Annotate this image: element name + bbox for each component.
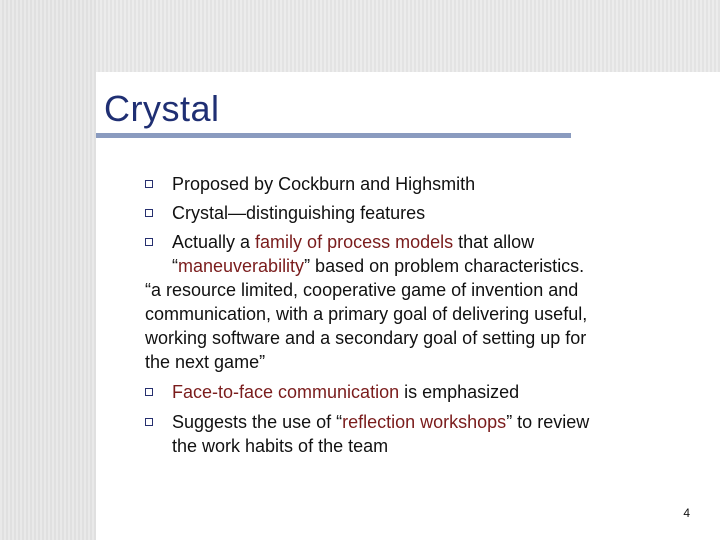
text-run: “ [172, 256, 178, 276]
highlighted-text: maneuverability [178, 256, 305, 276]
slide-content [145, 172, 665, 458]
bullet-text: Proposed by Cockburn and Highsmith [172, 174, 476, 194]
bullet-continuation [172, 254, 665, 278]
text-run: ” to review [506, 412, 590, 432]
top-decorative-band [96, 0, 720, 72]
hollow-square-bullet-icon [145, 418, 153, 426]
text-run: that allow [453, 232, 535, 252]
bullet-text: Crystal—distinguishing features [172, 203, 426, 223]
slide-title: Crystal [104, 88, 220, 129]
bullet-text [172, 382, 519, 402]
quote-line: “a resource limited, cooperative game of invention and [145, 280, 579, 300]
page-number: 4 [683, 506, 690, 520]
bullet-text [172, 412, 589, 432]
quote-line: communication, with a primary goal of delivering useful, [145, 304, 588, 324]
hollow-square-bullet-icon [145, 388, 153, 396]
bullet-item [145, 201, 665, 225]
bullet-item [145, 172, 665, 196]
bullet-continuation: the work habits of the team [172, 436, 389, 456]
text-run: Actually a [172, 232, 256, 252]
hollow-square-bullet-icon [145, 238, 153, 246]
highlighted-text: family of process models [255, 232, 454, 252]
highlighted-text: Face-to-face communication [172, 382, 400, 402]
text-run: Suggests the use of “ [172, 412, 343, 432]
hollow-square-bullet-icon [145, 209, 153, 217]
bullet-text [172, 232, 534, 252]
text-run: ” based on problem characteristics. [304, 256, 585, 276]
left-decorative-band [0, 0, 96, 540]
bullet-item [145, 380, 665, 404]
bullet-item [145, 230, 665, 278]
quote-block [145, 278, 685, 374]
text-run: is emphasized [399, 382, 520, 402]
quote-line: working software and a secondary goal of setting up for [145, 328, 587, 348]
quote-line: the next game” [145, 352, 266, 372]
title-underline-rule [96, 133, 571, 138]
highlighted-text: reflection workshops [342, 412, 507, 432]
hollow-square-bullet-icon [145, 180, 153, 188]
bullet-item [145, 410, 665, 458]
